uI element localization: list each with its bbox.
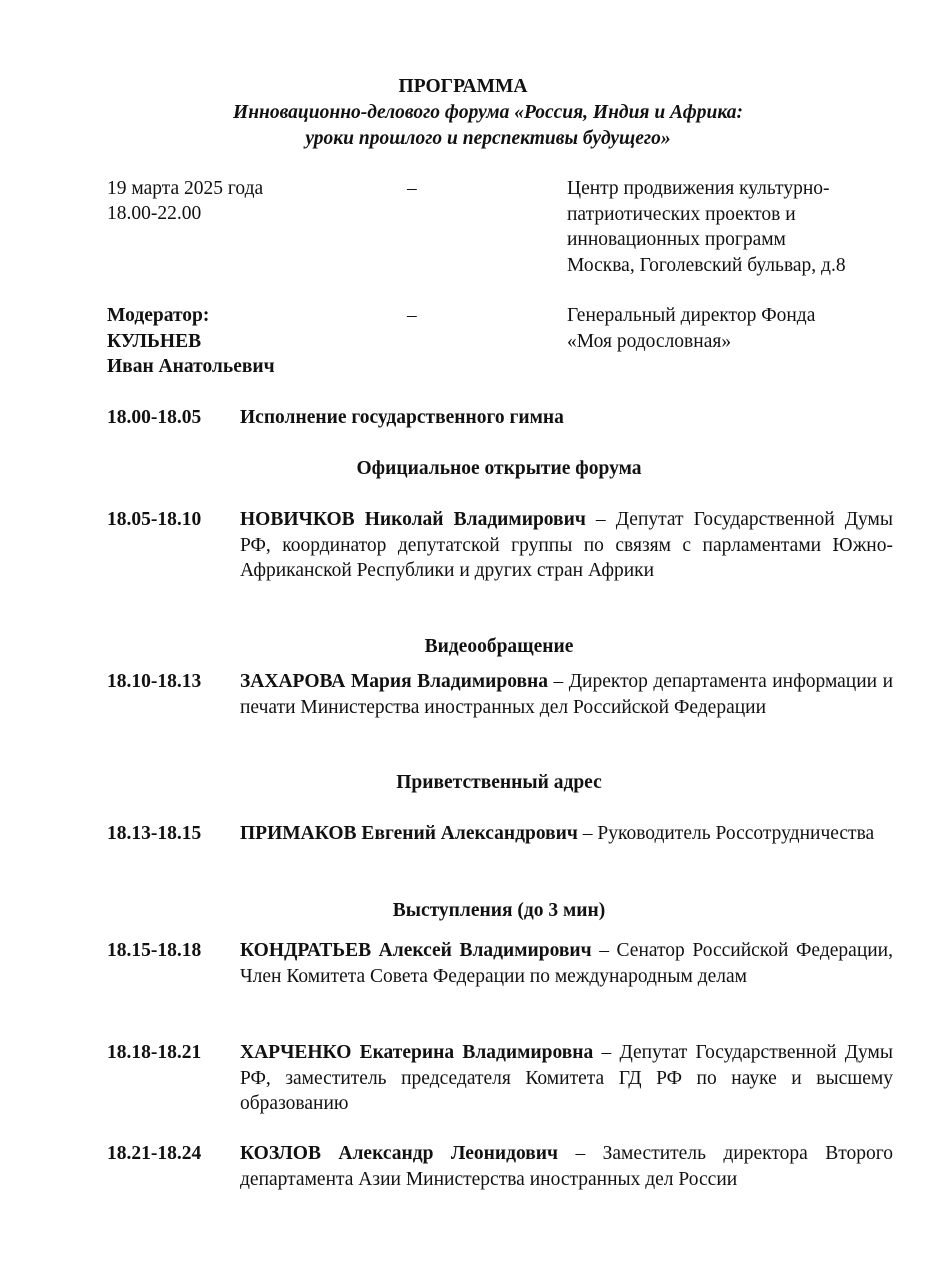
schedule-text: Исполнение государственного гимна: [240, 407, 564, 428]
event-dash: –: [407, 178, 417, 199]
moderator-role-line: «Моя родословная»: [567, 330, 732, 352]
schedule-time: 18.05-18.10: [107, 509, 202, 530]
venue-address: Москва, Гоголевский бульвар, д.8: [567, 254, 846, 276]
schedule-description: [240, 1040, 893, 1117]
speaker-name: НОВИЧКОВ Николай Владимирович: [240, 509, 586, 530]
schedule-description: [240, 821, 893, 847]
speaker-role: – Депутат Государственной Думы РФ, координатор депутатской группы по связям с парламентами Южно-Африканской Республики и других стран Африки: [240, 509, 893, 581]
event-time: 18.00-22.00: [107, 203, 202, 224]
venue-line: Центр продвижения культурно-: [567, 178, 830, 199]
speaker-name: КОНДРАТЬЕВ Алексей Владимирович: [240, 940, 592, 961]
forum-subtitle-line-1: Инновационно-делового форума «Россия, Индия и Африка:: [233, 102, 743, 123]
schedule-item: [107, 938, 893, 989]
schedule-item-anthem: [107, 405, 893, 431]
schedule-time: 18.15-18.18: [107, 940, 202, 961]
schedule-description: [240, 669, 893, 720]
schedule-item: [107, 821, 893, 847]
moderator-role: [567, 303, 815, 354]
speaker-role: – Депутат Государственной Думы РФ, заместитель председателя Комитета ГД РФ по науке и высшему образованию: [240, 1042, 893, 1114]
forum-subtitle-line-2: уроки прошлого и перспективы будущего»: [305, 128, 671, 149]
speaker-role: – Сенатор Российской Федерации, Член Комитета Совета Федерации по международным делам: [240, 940, 893, 987]
section-heading-opening: Официальное открытие форума: [356, 458, 642, 479]
moderator-label: Модератор:: [107, 305, 210, 326]
event-date: 19 марта 2025 года: [107, 178, 264, 199]
schedule-description: [240, 1141, 893, 1192]
speaker-name: ХАРЧЕНКО Екатерина Владимировна: [240, 1042, 594, 1063]
speaker-name: ПРИМАКОВ Евгений Александрович: [240, 823, 578, 844]
schedule-item: [107, 1141, 893, 1192]
speaker-name: ЗАХАРОВА Мария Владимировна: [240, 671, 549, 692]
venue-line: патриотических проектов и: [567, 203, 796, 225]
moderator-role-line: Генеральный директор Фонда: [567, 305, 816, 326]
moderator-dash: –: [407, 305, 417, 326]
program-title: ПРОГРАММА: [398, 76, 528, 97]
moderator-block: [107, 303, 275, 380]
speaker-role: – Руководитель Россотрудничества: [582, 823, 875, 844]
schedule-item: [107, 669, 893, 720]
schedule-time: 18.00-18.05: [107, 407, 202, 428]
venue-line: инновационных программ: [567, 229, 786, 250]
schedule-description: [240, 507, 893, 584]
speaker-name: КОЗЛОВ Александр Леонидович: [240, 1143, 559, 1164]
venue: [567, 176, 846, 278]
speaker-role: – Директор департамента информации и печати Министерства иностранных дел Российской Федерации: [240, 671, 894, 718]
schedule-time: 18.13-18.15: [107, 823, 202, 844]
section-heading-speeches: Выступления (до 3 мин): [392, 900, 606, 921]
schedule-description: [240, 938, 893, 989]
moderator-given-names: Иван Анатольевич: [107, 356, 275, 377]
schedule-time: 18.18-18.21: [107, 1042, 202, 1063]
schedule-item: [107, 507, 893, 584]
schedule-item: [107, 1040, 893, 1117]
moderator-surname: КУЛЬНЕВ: [107, 330, 202, 352]
section-heading-video: Видеообращение: [424, 636, 574, 657]
section-heading-greeting: Приветственный адрес: [396, 772, 602, 793]
schedule-time: 18.10-18.13: [107, 671, 202, 692]
schedule-time: 18.21-18.24: [107, 1143, 202, 1164]
speaker-role: – Заместитель директора Второго департамента Азии Министерства иностранных дел России: [240, 1143, 894, 1190]
